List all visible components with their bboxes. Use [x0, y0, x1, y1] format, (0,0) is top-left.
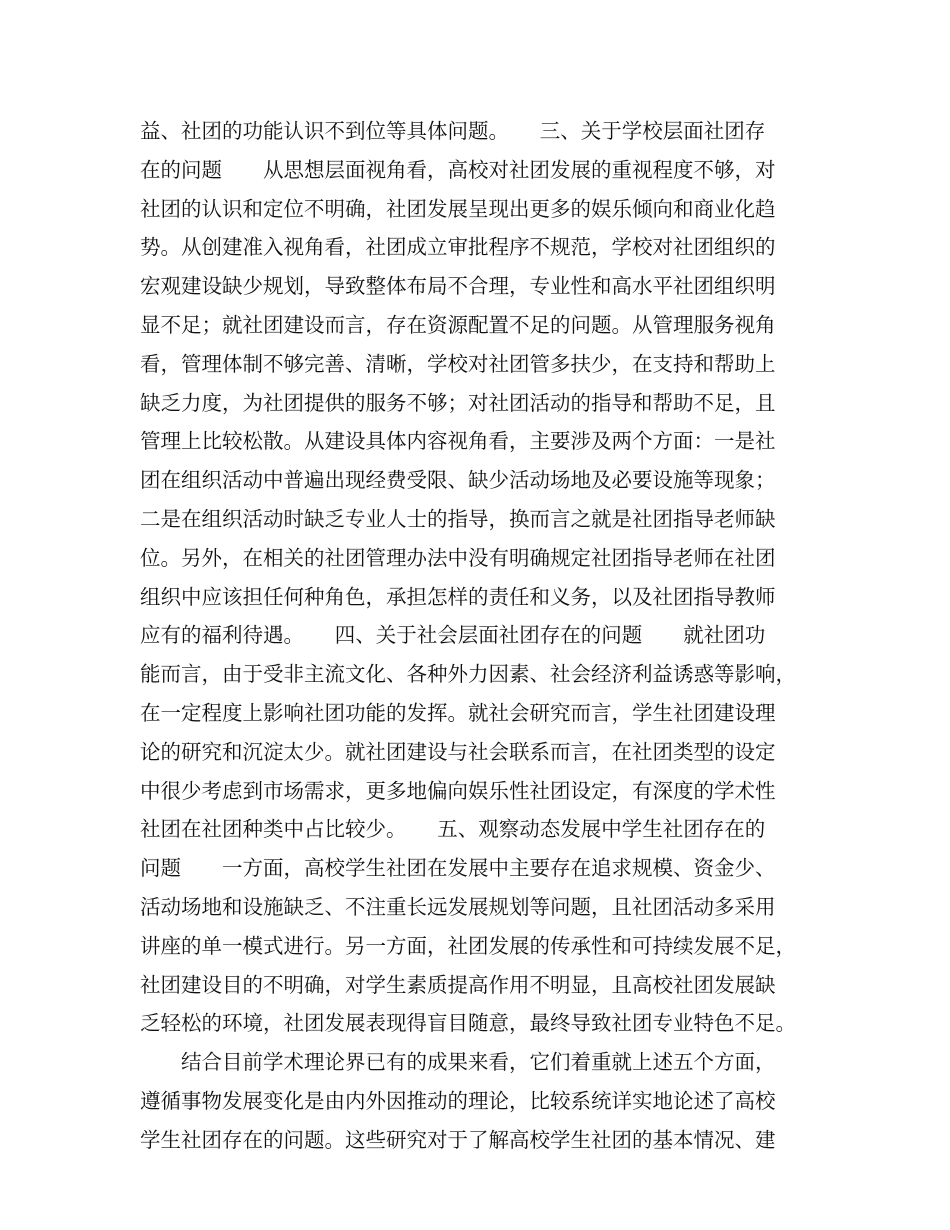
text-line: 组织中应该担任何种角色，承担怎样的责任和义务，以及社团指导教师	[140, 584, 776, 609]
text-line: 中很少考虑到市场需求，更多地偏向娱乐性社团设定，有深度的学术性	[140, 778, 776, 803]
text-line: 二是在组织活动时缺乏专业人士的指导，换而言之就是社团指导老师缺	[140, 506, 776, 531]
text-line: 在的问题 从思想层面视角看，高校对社团发展的重视程度不够，对	[140, 157, 776, 182]
text-line: 活动场地和设施缺乏、不注重长远发展规划等问题，且社团活动多采用	[140, 894, 776, 919]
text-line: 问题 一方面，高校学生社团在发展中主要存在追求规模、资金少、	[140, 856, 776, 881]
text-line: 应有的福利待遇。 四、关于社会层面社团存在的问题 就社团功	[140, 623, 766, 648]
text-line: 管理上比较松散。从建设具体内容视角看，主要涉及两个方面：一是社	[140, 429, 776, 454]
text-line: 显不足；就社团建设而言，存在资源配置不足的问题。从管理服务视角	[140, 312, 776, 337]
text-line: 社团建设目的不明确，对学生素质提高作用不明显，且高校社团发展缺	[140, 972, 776, 997]
text-line: 势。从创建准入视角看，社团成立审批程序不规范，学校对社团组织的	[140, 235, 776, 260]
text-line: 学生社团存在的问题。这些研究对于了解高校学生社团的基本情况、建	[140, 1127, 776, 1152]
text-line: 社团在社团种类中占比较少。 五、观察动态发展中学生社团存在的	[140, 817, 766, 842]
body-text	[140, 112, 820, 1160]
text-line: 社团的认识和定位不明确，社团发展呈现出更多的娱乐倾向和商业化趋	[140, 196, 776, 221]
text-line: 在一定程度上影响社团功能的发挥。就社会研究而言，学生社团建设理	[140, 700, 776, 725]
text-line: 宏观建设缺少规划，导致整体布局不合理，专业性和高水平社团组织明	[140, 274, 776, 299]
text-line: 看，管理体制不够完善、清晰，学校对社团管多扶少，在支持和帮助上	[140, 351, 776, 376]
text-line: 遵循事物发展变化是由内外因推动的理论，比较系统详实地论述了高校	[140, 1088, 776, 1113]
text-line: 缺乏力度，为社团提供的服务不够；对社团活动的指导和帮助不足，且	[140, 390, 776, 415]
text-line: 团在组织活动中普遍出现经费受限、缺少活动场地及必要设施等现象；	[140, 468, 776, 493]
text-line: 讲座的单一模式进行。另一方面，社团发展的传承性和可持续发展不足，	[140, 933, 796, 958]
text-line: 位。另外，在相关的社团管理办法中没有明确规定社团指导老师在社团	[140, 545, 776, 570]
text-line: 结合目前学术理论界已有的成果来看，它们着重就上述五个方面，	[140, 1050, 776, 1075]
text-line: 乏轻松的环境，社团发展表现得盲目随意，最终导致社团专业特色不足。	[140, 1011, 796, 1036]
text-line: 能而言，由于受非主流文化、各种外力因素、社会经济利益诱惑等影响，	[140, 662, 796, 687]
text-line: 益、社团的功能认识不到位等具体问题。 三、关于学校层面社团存	[140, 119, 766, 143]
text-line: 论的研究和沉淀太少。就社团建设与社会联系而言，在社团类型的设定	[140, 739, 776, 764]
